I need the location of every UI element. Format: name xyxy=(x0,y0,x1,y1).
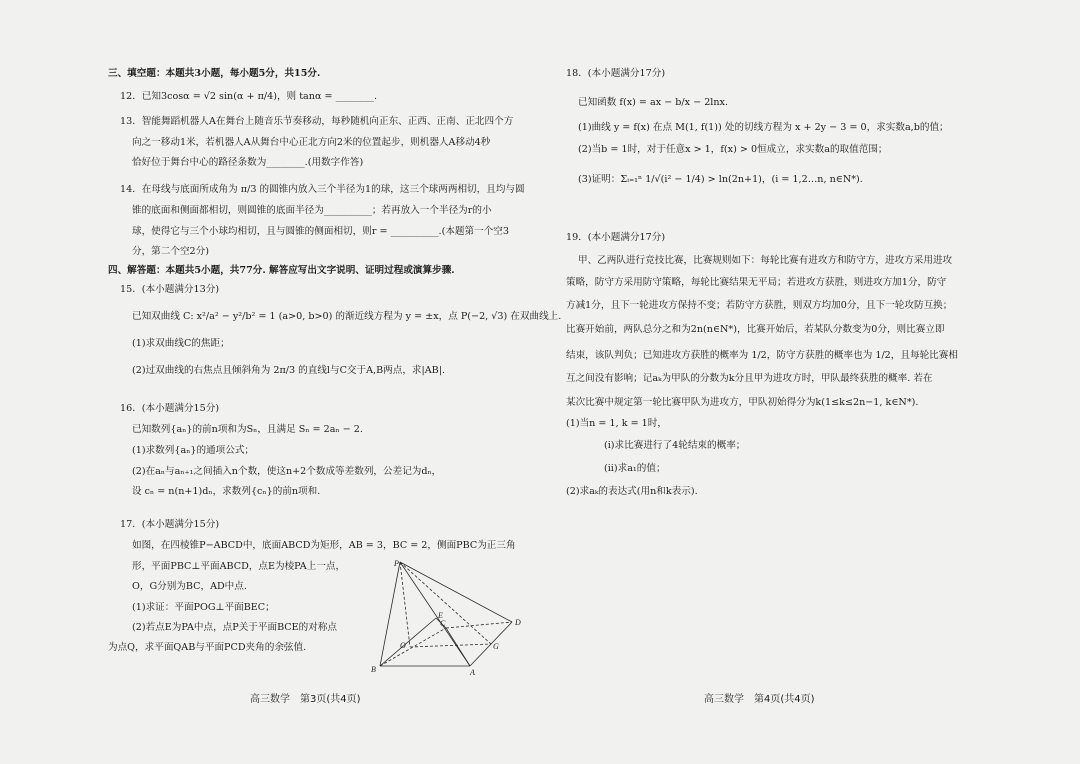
question-19-stem-1: 甲、乙两队进行竞技比赛，比赛规则如下：每轮比赛有进攻方和防守方，进攻方采用进攻 xyxy=(578,255,953,266)
label-p: P xyxy=(394,559,399,568)
edge-ca xyxy=(446,628,470,666)
question-17-stem-3: O，G分别为BC，AD中点. xyxy=(132,581,247,592)
question-19-part-1-ii: (ii)求a₁的值； xyxy=(604,463,666,474)
question-18-part-3: (3)证明：Σᵢ₌₁ⁿ 1/√(i² − 1/4) > ln(2n+1)，(i = 1,2…n, n∈N*). xyxy=(578,174,863,185)
footer-page-4: 高三数学 第4页(共4页) xyxy=(704,694,815,705)
question-18-part-2: (2)当b = 1时，对于任意x > 1，f(x) > 0恒成立，求实数a的取值范围； xyxy=(578,144,888,155)
question-19-part-1: (1)当n = 1, k = 1时， xyxy=(566,418,667,429)
edge-be xyxy=(380,618,436,666)
footer-page-3: 高三数学 第3页(共4页) xyxy=(250,694,361,705)
label-e: E xyxy=(438,611,443,620)
question-16-part-1: (1)求数列{aₙ}的通项公式； xyxy=(132,445,255,456)
edge-pa xyxy=(400,562,470,666)
question-17-part-1: (1)求证：平面POG⊥平面BEC； xyxy=(132,602,275,613)
question-17-stem-1: 如图，在四棱锥P−ABCD中，底面ABCD为矩形，AB = 3，BC = 2，侧面PBC为正三角 xyxy=(132,540,516,551)
question-19-stem-6: 互之间没有影响；记aₖ为甲队的分数为k分且甲为进攻方时，甲队最终获胜的概率. 若在 xyxy=(566,373,933,384)
question-13-line-3: 恰好位于舞台中心的路径条数为________.(用数字作答) xyxy=(132,157,364,168)
question-14-line-4: 分，第二个空2分) xyxy=(132,246,210,257)
section-heading-solutions: 四、解答题：本题共5小题，共77分. 解答应写出文字说明、证明过程或演算步骤. xyxy=(108,265,455,276)
question-19-stem-3: 方减1分，且下一轮进攻方保持不变；若防守方获胜，则双方均加0分，且下一轮攻防互换； xyxy=(566,300,953,311)
question-15-heading: 15．(本小题满分13分) xyxy=(120,284,220,295)
label-g: G xyxy=(493,642,499,651)
question-16-stem: 已知数列{aₙ}的前n项和为Sₙ，且满足 Sₙ = 2aₙ − 2. xyxy=(132,424,363,435)
edge-cd-hidden xyxy=(446,622,512,628)
question-18-heading: 18．(本小题满分17分) xyxy=(566,68,666,79)
question-18-stem: 已知函数 f(x) = ax − b/x − 2lnx. xyxy=(578,97,729,108)
question-16-part-2: (2)在aₙ与aₙ₊₁之间插入n个数，使这n+2个数成等差数列，公差记为dₙ， xyxy=(132,466,442,477)
label-d: D xyxy=(515,618,521,627)
question-18-part-1: (1)曲线 y = f(x) 在点 M(1, f(1)) 处的切线方程为 x + 2y − 3 = 0，求实数a,b的值； xyxy=(578,122,949,133)
label-o: O xyxy=(400,641,406,650)
pyramid-figure xyxy=(366,556,526,678)
question-19-stem-7: 某次比赛中规定第一轮比赛甲队为进攻方，甲队初始得分为k(1≤k≤2n−1, k∈N*). xyxy=(566,397,919,408)
question-19-part-2: (2)求aₖ的表达式(用n和k表示). xyxy=(566,486,698,497)
edge-pd xyxy=(400,562,512,622)
question-17-part-2: (2)若点E为PA中点，点P关于平面BCE的对称点 xyxy=(132,622,338,633)
question-19-stem-5: 结束，该队判负；已知进攻方获胜的概率为 1/2，防守方获胜的概率也为 1/2，且每轮比赛相 xyxy=(566,350,958,361)
question-15-stem: 已知双曲线 C: x²/a² − y²/b² = 1 (a>0, b>0) 的渐近线方程为 y = ±x，点 P(−2, √3) 在双曲线上. xyxy=(132,311,562,322)
question-14-line-1: 14．在母线与底面所成角为 π/3 的圆锥内放入三个半径为1的球，这三个球两两相切，且均与圆 xyxy=(120,184,525,195)
question-13-line-1: 13．智能舞蹈机器人A在舞台上随音乐节奏移动，每秒随机向正东、正西、正南、正北四个方 xyxy=(120,116,514,127)
question-16-heading: 16．(本小题满分15分) xyxy=(120,403,220,414)
question-12: 12．已知3cosα = √2 sin(α + π/4)，则 tanα = ________. xyxy=(120,91,377,102)
edge-og-hidden xyxy=(410,644,491,647)
question-19-stem-2: 策略，防守方采用防守策略，每轮比赛结果无平局；若进攻方获胜，则进攻方加1分，防守 xyxy=(566,277,947,288)
question-15-part-2: (2)过双曲线的右焦点且倾斜角为 2π/3 的直线l与C交于A,B两点，求|AB|. xyxy=(132,365,446,376)
section-heading-fill-in: 三、填空题：本题共3小题，每小题5分，共15分. xyxy=(108,68,321,79)
label-b: B xyxy=(371,665,376,674)
question-13-line-2: 向之一移动1米，若机器人A从舞台中心正北方向2米的位置起步，则机器人A移动4秒 xyxy=(132,137,491,148)
question-14-line-3: 球，使得它与三个小球均相切，且与圆锥的侧面相切，则r = __________.(本题第一个空3 xyxy=(132,226,509,237)
edge-pb xyxy=(380,562,400,666)
label-a: A xyxy=(470,668,475,677)
question-17-heading: 17．(本小题满分15分) xyxy=(120,519,220,530)
question-17-part-2-cont: 为点Q，求平面QAB与平面PCD夹角的余弦值. xyxy=(108,642,307,653)
label-c: C xyxy=(440,619,446,628)
question-17-stem-2: 形，平面PBC⊥平面ABCD，点E为棱PA上一点， xyxy=(132,561,346,572)
question-16-part-2-cont: 设 cₙ = n(n+1)dₙ，求数列{cₙ}的前n项和. xyxy=(132,486,321,497)
question-19-part-1-i: (i)求比赛进行了4轮结束的概率； xyxy=(604,440,746,451)
question-14-line-2: 锥的底面和侧面都相切，则圆锥的底面半径为__________；若再放入一个半径为r的小 xyxy=(132,205,492,216)
question-19-stem-4: 比赛开始前，两队总分之和为2n(n∈N*)，比赛开始后，若某队分数变为0分，则比赛立即 xyxy=(566,324,945,335)
question-15-part-1: (1)求双曲线C的焦距； xyxy=(132,338,230,349)
question-19-heading: 19．(本小题满分17分) xyxy=(566,232,666,243)
